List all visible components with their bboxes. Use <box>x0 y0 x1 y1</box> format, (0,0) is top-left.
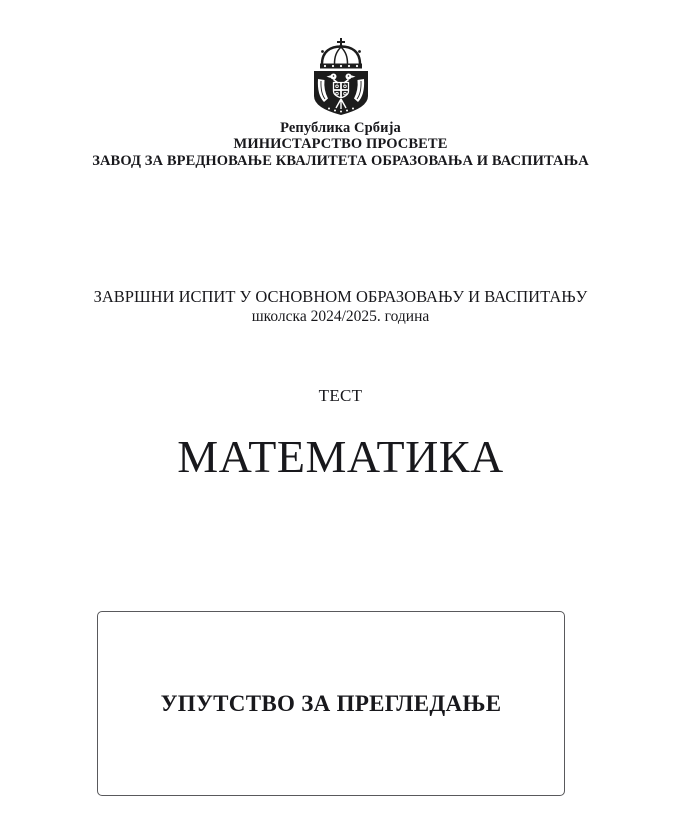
exam-header <box>0 287 681 326</box>
ministry-line: МИНИСТАРСТВО ПРОСВЕТЕ <box>233 136 448 153</box>
instruction-box-title: УПУТСТВО ЗА ПРЕГЛЕДАЊЕ <box>160 690 502 716</box>
serbia-coat-of-arms-icon <box>312 38 370 116</box>
republic-line: Република Србија <box>280 120 401 136</box>
instruction-box <box>97 611 565 796</box>
test-label: ТЕСТ <box>318 386 363 405</box>
school-year-line: школска 2024/2025. година <box>251 308 430 325</box>
institute-line: ЗАВОД ЗА ВРЕДНОВАЊЕ КВАЛИТЕТА ОБРАЗОВАЊА И ВАСПИТАЊА <box>92 152 589 169</box>
government-header <box>0 120 681 169</box>
subject-title: МАТЕМАТИКА <box>177 431 504 482</box>
exam-title-line: ЗАВРШНИ ИСПИТ У ОСНОВНОМ ОБРАЗОВАЊУ И ВАСПИТАЊУ <box>93 287 588 306</box>
